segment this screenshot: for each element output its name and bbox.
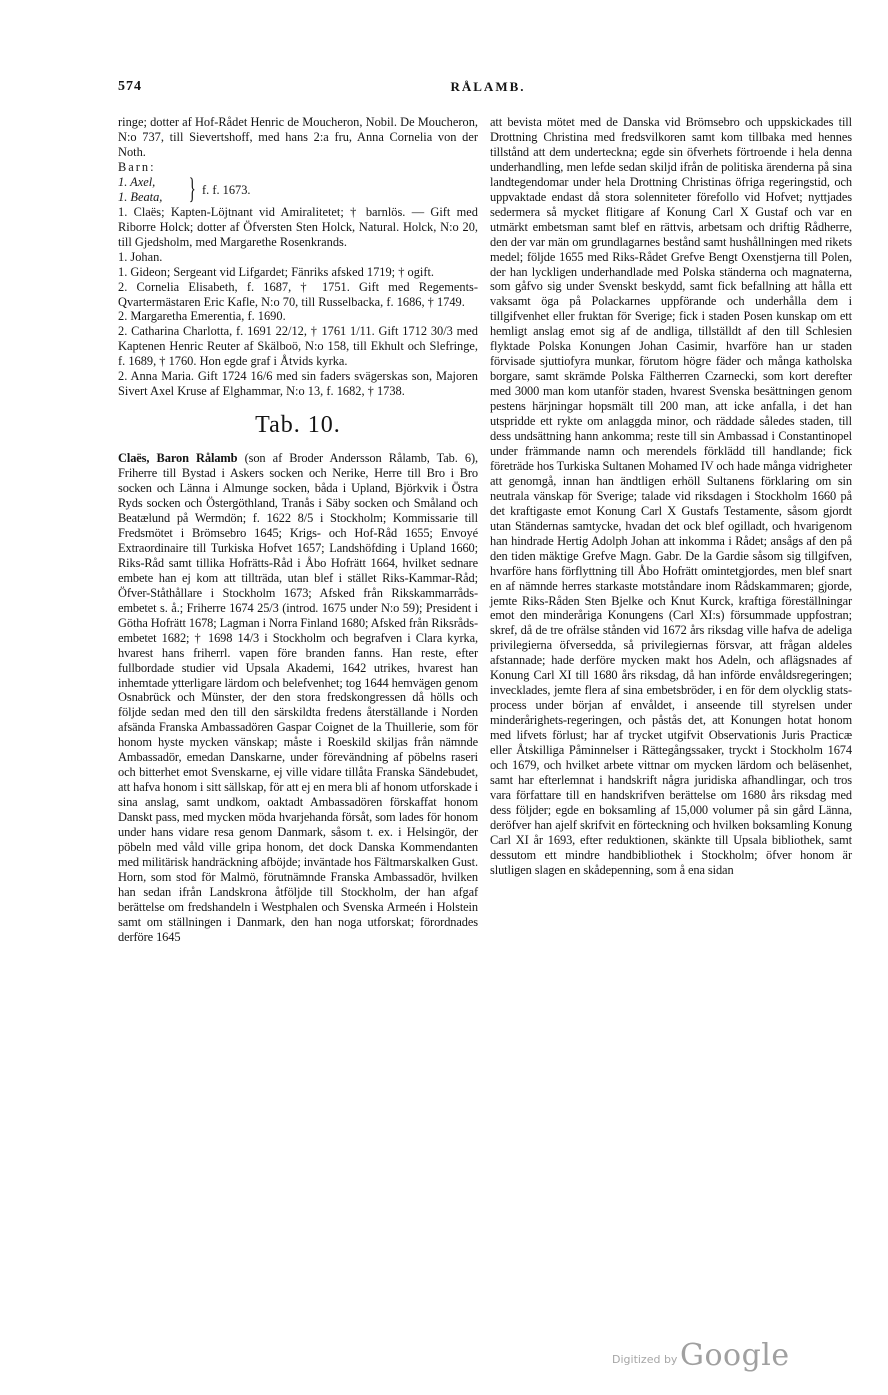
sons-note: f. f. 1673. — [202, 182, 251, 197]
continued-biography: att bevista mötet med de Danska vid Brömsebro och uppskickades till Drottning Christina med fredsvilkoren samt kom tillbaka med hennes tillstånd att dem underteckna; egde sin öfverhets förtroende i hela denna underhandling, men lefde sedan skiljd ifrån de politiska ärenderna på sina landtegendomar under hela Drottning Christinas öfriga regeringstid, och uppvaktade endast då stora solenniteter förefollo vid Hofvet; nyttjades sedermera så mycket flitigare af Konung Carl X Gustaf och var en utmärkt embetsman samt blef en rättvis, arbetsam och driftig Rådherre, den der var män om grundlagarnes bestånd samt hushållningen med rikets medel; följde 1655 med Riks-Rådet Grefve Bengt Oxenstjerna till Polen, der han lyckligen underhandlade med Polska ständerna och magnaterna, som gåfvo sig under Svenskt beskydd, samt fick befallning att hålla ett vaksamt öga på Polackarnes uppförande och underhålla dem i tillgifvenhet eller fruktan för Sverige; fick i staden Posen kunskap om ett hemligt anslag emot sig af de andliga, tillställdt af den till Schlesien flyktade Polska Konungen Johan Casimir, hvarföre han ur staden förvisade sjuttiofyra munkar, förutom högre fäder och många katholska borgare, samt skrämde Polska Fältherren Czarnecki, som kort derefter med 3000 man kom utanför staden, hvarest Svenska besättningen genom pestens härjningar hopsmält till 200 man, att icke anfalla, i det han utspridde ett rykte om anlaggda minor, och räddade således staden, till dess undsättning hann ankomma; reste till sin Ambassad i Constantinopel under främmande namn och merendels förklädd till handlande; fick företräde hos Turkiska Sultanen Mohamed IV och hade många vidrigheter att genomgå, innan han ändtligen erhöll Sultanens förklaring om sin neutrala vänskap för Sverige; talade vid riksdagen i Stockholm 1660 på det kraftigaste emot Konung Carl X Gustafs Testamente, såsom gjordt utan Ständernas samtycke, hvadan det ock blef ogilladt, och hvarigenom han hindrade Hertig Adolph Johan att inkomma i Rådet; ansågs af den på den tiden mäktige Grefve Magn. Gabr. De la Gardie såsom sig tillgifven, hvarföre hans förflyttning till Åbo Hofrätt omintetgjordes, men blef snart en af nämnde herres starkaste motståndare inom Rådskammaren; gjorde, jemte Riks-Råden Sten Bjelke och Knut Kurck, kraftiga föreställningar emot den minderåriga Konungens (Carl XI:s) försummade uppfostran; skref, då de tre ofrälse stånden vid 1672 års riksdag ville hafva de adeliga privilegierna öfversedda, så privilegiernas försvar, att frågan aldeles afstannade; hade derföre mycken makt hos Adeln, och aflägsnades af Konung Carl XI till 1680 års riksdag, då han införde envåldsregeringen; invecklades, jemte flera af sina embetsbröder, i en för dem olycklig stats-process under början af envåldet, i anseende till styrelsen under minderårighets-regeringen, och påstås det, att Konungen hotat honom med lifvets förlust; har af trycket utgifvit Observationis Juris Practicæ eller Åtskilliga Påminnelser i Rättegångssaker, tryckt i Stockholm 1674 och 1679, och hvilket arbete vittnar om mycken lärdom och beläsenhet, samt har efterlemnat i handskrift några juridiska afhandlingar, och tros vara författare till en handskrifven berättelse om 1680 års riksdag med dess följder; egde en boksamling af 15,000 volumer på sin gård Länna, deröfver han ajelf skrifvit en förteckning och hvilken boksamling Konung Carl XI år 1693, efter reduktionen, skänkte till Upsala bibliothek, samt dessutom ett mindre handbibliothek i Stockholm; öfver honom är slutligen slagen en skådepenning, som å ena sidan — [490, 115, 852, 877]
sons-group — [118, 171, 478, 205]
page-header — [118, 79, 858, 99]
entry-claes: 1. Claës; Kapten-Löjtnant vid Amiralitetet; † barnlös. — Gift med Riborre Holck; dotter af Öfversten Sten Holck, Natural. Holck, N:o 20, till Gjedsholm, med Margarethe Rosenkrands. — [118, 204, 478, 249]
paragraph-intro: ringe; dotter af Hof-Rådet Henric de Moucheron, Nobil. De Moucheron, N:o 737, till Sievertshoff, med hans 2:a fru, Anna Cornelia von der Noth. — [118, 115, 478, 159]
entry-margaretha: 2. Margaretha Emerentia, f. 1690. — [118, 309, 286, 324]
page-number: 574 — [118, 79, 142, 94]
son-entry-axel: 1. Axel, — [118, 174, 156, 189]
entry-gideon: 1. Gideon; Sergeant vid Lifgardet; Fänriks afsked 1719; † ogift. — [118, 264, 435, 279]
running-head: RÅLAMB. — [450, 79, 526, 94]
left-column — [118, 115, 478, 945]
entry-catharina: 2. Catharina Charlotta, f. 1691 22/12, † 1761 1/11. Gift 1712 30/3 med Kaptenen Henric Reuter af Skälboö, N:o 158, till Ekhult och Slefringe, f. 1689, † 1760. Hon egde graf i Åtvids kyrka. — [118, 324, 478, 369]
main-text: (son af Broder Andersson Rålamb, Tab. 6), Friherre till Bystad i Askers socken och Nerike, Herre till Bro i Bro socken och Länna i Almunge socken, båda i Upland, Björkvik i Östra Ryds socken och Östergöthland, Tranås i Säby socken och Småland och Beatælund på Wermdön; f. 1622 8/5 i Stockholm; Kommissarie till Fredsmötet i Brömsebro 1645; Krigs- och Hof-Råd 1655; Envoyé Extraordinaire till Turkiska Hofvet 1657; Landshöfding i Upland 1660; Riks-Råd samt tillika Hofrätts-Råd i Åbo Hofrätt 1664, hvilket sednare embete han ej kom att tillträda, utan blef i stället Riks-Kammar-Råd; Öfver-Ståthållare i Stockholm 1673; Afsked från Rikskammarråds-embetet s. å.; Friherre 1674 25/3 (introd. 1675 under N:o 59); President i Götha Hofrätt 1678; Lagman i Norra Finland 1680; Afsked från Riksråds-embetet 1682; † 1698 14/3 i Stockholm och begrafven i Clara kyrka, hvarest hans friherrl. vapen före branden fanns. Han reste, efter fullbordade studier vid Upsala Akademi, 1642 utrikes, hvarest han inhemtade ytterligare lärdom och belefvenhet; tog 1644 hemvägen genom Osnabrück och Münster, der den stora fredskongressen då hölls och följde sedan med den till den särskildta fredens återställande i Norden afsända Franska Ambassadören Gaspar Coignet de la Thuillerie, som för honom hyste mycken vänskap; måste i Roeskild skiljas från nämnde Ambassadör, emedan Danskarne, under förevändning af pöbelns raseri och bitterhet emot Svenskarne, ej ville vidare tillåta Franska Sändebudet, att hafva honom i sitt sällskap, för att ej en mera bli af honom utforskade i sina anslag, samt undkom, oaktadt Ambassadören förskaffat honom Danskt pass, med mycken möda hvarjehanda försåt, som lades för honom under hans vidare resa genom Danmark, såsom t. ex. i Helsingör, der pöbeln med våld ville gripa honom, det dock Danska Kommendanten med militärisk handräckning afböjde; inväntade hos Fältmarskalken Gust. Horn, som stod för Malmö, förutnämnde Franska Ambassadör, hvilken han sedan ifrån Landskrona åtföljde till Stockholm, der han afgaf berättelse om fredshandeln i Westphalen och Svenska Armeén i Holstein samt om ställningen i Danmark, den han noga utforskat; förordnades derföre 1645 — [118, 451, 478, 944]
entry-cornelia: 2. Cornelia Elisabeth, f. 1687, † 1751. Gift med Regements-Qvartermästaren Eric Kafle, N:o 70, till Russelbacka, f. 1686, † 1749. — [118, 279, 478, 309]
brace-symbol: } — [188, 171, 196, 205]
google-logo: Google — [680, 1338, 790, 1373]
children-heading: Barn: — [118, 159, 156, 174]
digitized-watermark — [612, 1338, 802, 1378]
right-column — [490, 115, 852, 878]
entry-anna: 2. Anna Maria. Gift 1724 16/6 med sin faders svägerskas son, Majoren Sivert Axel Kruse af Elghammar, N:o 13, f. 1682, † 1738. — [118, 369, 478, 399]
table-heading: Tab. 10. — [255, 412, 341, 439]
entry-johan: 1. Johan. — [118, 249, 163, 264]
main-lead: Claës, Baron Rålamb — [118, 451, 238, 466]
main-biography — [118, 451, 478, 944]
digitized-label: Digitized by — [612, 1353, 678, 1366]
son-entry-beata: 1. Beata, — [118, 189, 163, 204]
